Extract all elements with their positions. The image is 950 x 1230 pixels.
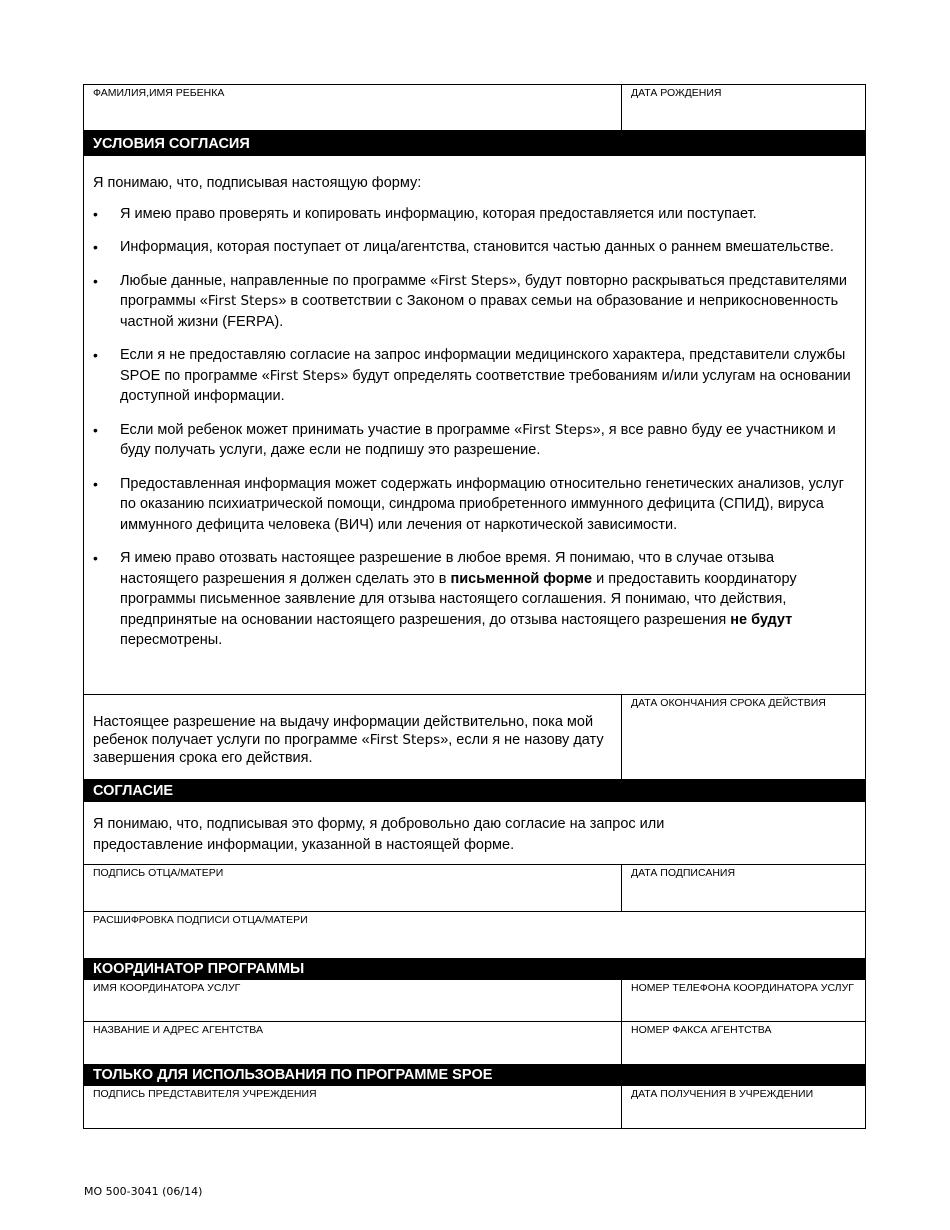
term-text: Я имею право отозвать настоящее разрешение в любое время. Я понимаю, что в случае отзыва настоящего разрешения я должен сделать это в — [120, 550, 775, 587]
term-text: Информация, которая поступает от лица/агентства, становится частью данных о раннем вмешательстве. — [120, 239, 834, 255]
program-name: First Steps — [438, 272, 509, 289]
received-date-field[interactable] — [622, 1086, 865, 1128]
spoe-heading-text: ТОЛЬКО ДЛЯ ИСПОЛЬЗОВАНИЯ ПО ПРОГРАММЕ SPOE — [93, 1067, 493, 1083]
term-text: Предоставленная информация может содержать информацию относительно генетических анализов, услуг по оказанию психиатрической помощи, синдрома приобретенного иммунного дефицита (СПИД), вируса иммунного дефицита человека (ВИЧ) или лечения от наркотической зависимости. — [120, 475, 844, 533]
agency-label: НАЗВАНИЕ И АДРЕС АГЕНТСТВА — [93, 1024, 263, 1036]
rep-signature-field[interactable] — [84, 1086, 622, 1128]
term-emphasis: не будут — [730, 611, 793, 628]
sign-date-label: ДАТА ПОДПИСАНИЯ — [631, 867, 736, 879]
child-info-row — [84, 85, 865, 131]
term-text: Если я не предоставляю согласие на запрос информации медицинского характера, представители службы SPOE по программе « — [120, 347, 846, 384]
bullet-icon: • — [93, 421, 98, 438]
child-name-label: ФАМИЛИЯ,ИМЯ РЕБЕНКА — [93, 87, 225, 99]
parent-name-label: РАСШИФРОВКА ПОДПИСИ ОТЦА/МАТЕРИ — [93, 914, 308, 926]
birth-date-field[interactable] — [622, 85, 865, 130]
terms-list — [84, 204, 865, 651]
consent-heading-text: СОГЛАСИЕ — [93, 783, 174, 799]
bullet-icon: • — [93, 475, 98, 492]
agency-fax-field[interactable] — [622, 1022, 865, 1064]
sign-date-field[interactable] — [622, 865, 865, 911]
bullet-icon: • — [93, 239, 98, 255]
coordinator-phone-field[interactable] — [622, 980, 865, 1021]
list-item — [93, 345, 856, 407]
consent-heading — [84, 780, 865, 802]
consent-terms-heading — [84, 131, 865, 156]
birth-date-label: ДАТА РОЖДЕНИЯ — [631, 87, 722, 99]
term-text: и предоставить координатору программы письменное заявление для отзыва настоящего соглашения. Я понимаю, что действия, предпринятые на основании настоящего разрешения, до отзыва настоящего разрешения — [120, 570, 797, 628]
expiry-date-field[interactable] — [622, 695, 865, 779]
received-date-label: ДАТА ПОЛУЧЕНИЯ В УЧРЕЖДЕНИИ — [631, 1088, 814, 1100]
term-text: », я все равно буду ее участником и буду получать услуги, даже если не подпишу это разрешение. — [120, 421, 836, 458]
program-name: First Steps — [369, 732, 441, 748]
bullet-icon: • — [93, 550, 98, 566]
parent-name-field[interactable] — [84, 912, 865, 958]
term-text: пересмотрены. — [120, 632, 223, 648]
coordinator-heading — [84, 958, 865, 980]
term-text: » в соответствии с Законом о правах семьи на образование и неприкосновенность частной жизни (FERPA). — [120, 293, 839, 330]
term-text: Если мой ребенок может принимать участие в программе « — [120, 421, 523, 438]
consent-statement-row — [84, 802, 865, 865]
list-item — [93, 271, 856, 333]
coordinator-row — [84, 980, 865, 1022]
list-item — [93, 237, 856, 258]
consent-terms-heading-text: УСЛОВИЯ СОГЛАСИЯ — [93, 135, 250, 152]
spoe-heading — [84, 1064, 865, 1086]
bullet-icon: • — [93, 205, 98, 222]
list-item — [93, 420, 856, 461]
validity-row — [84, 695, 865, 780]
validity-text: Настоящее разрешение на выдачу информации действительно, пока мой ребенок получает услуги по программе «First Steps», если я не назову дату завершения срока его действия. — [93, 714, 604, 766]
validity-statement — [84, 695, 622, 779]
program-name: First Steps — [269, 367, 341, 384]
list-item — [93, 474, 856, 536]
list-item — [93, 548, 856, 651]
form-number: MO 500-3041 (06/14) — [84, 1185, 203, 1198]
term-text: », будут повторно раскрываться представителями программы « — [120, 272, 847, 309]
term-text: Я имею право проверять и копировать информацию, которая предоставляется или поступает. — [120, 205, 757, 222]
terms-intro: Я понимаю, что, подписывая настоящую форму: — [93, 175, 422, 191]
expiry-date-label: ДАТА ОКОНЧАНИЯ СРОКА ДЕЙСТВИЯ — [631, 697, 826, 709]
consent-form — [83, 84, 866, 1129]
bullet-icon: • — [93, 272, 98, 289]
parent-name-row — [84, 912, 865, 958]
consent-terms-section — [84, 156, 865, 695]
coordinator-name-label: ИМЯ КООРДИНАТОРА УСЛУГ — [93, 982, 241, 994]
agency-field[interactable] — [84, 1022, 622, 1064]
agency-row — [84, 1022, 865, 1064]
spoe-row — [84, 1086, 865, 1128]
consent-statement: Я понимаю, что, подписывая это форму, я добровольно даю согласие на запрос или предоставление информации, указанной в настоящей форме. — [93, 816, 665, 853]
parent-signature-label: ПОДПИСЬ ОТЦА/МАТЕРИ — [93, 867, 224, 879]
parent-signature-field[interactable] — [84, 865, 622, 911]
agency-fax-label: НОМЕР ФАКСА АГЕНТСТВА — [631, 1024, 772, 1036]
term-emphasis: письменной форме — [450, 570, 593, 587]
child-name-field[interactable] — [84, 85, 622, 130]
parent-signature-row — [84, 865, 865, 912]
list-item — [93, 204, 856, 225]
bullet-icon: • — [93, 347, 98, 363]
coordinator-phone-label: НОМЕР ТЕЛЕФОНА КООРДИНАТОРА УСЛУГ — [631, 982, 854, 994]
term-text: » будут определять соответствие требованиям и/или услугам на основании доступной информации. — [120, 367, 851, 404]
term-text: Любые данные, направленные по программе « — [120, 272, 439, 289]
program-name: First Steps — [522, 421, 593, 438]
program-name: First Steps — [207, 293, 279, 309]
coordinator-name-field[interactable] — [84, 980, 622, 1021]
rep-signature-label: ПОДПИСЬ ПРЕДСТАВИТЕЛЯ УЧРЕЖДЕНИЯ — [93, 1088, 317, 1100]
coordinator-heading-text: КООРДИНАТОР ПРОГРАММЫ — [93, 961, 305, 977]
